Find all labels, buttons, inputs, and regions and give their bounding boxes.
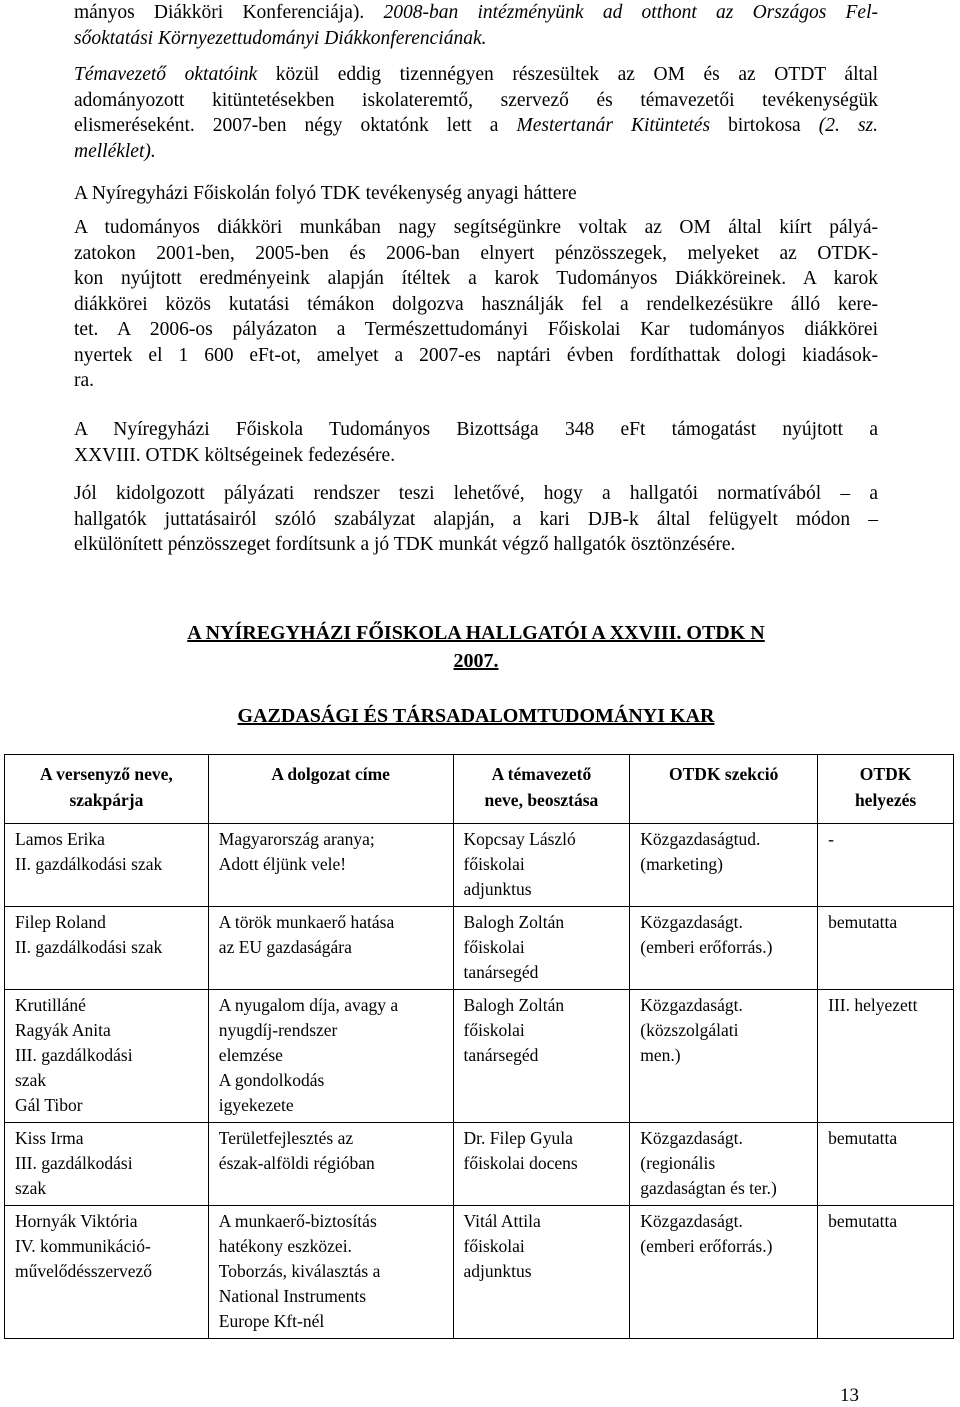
cell-placement: bemutatta (818, 1123, 954, 1206)
cell-title: Magyarország aranya; Adott éljünk vele! (208, 824, 453, 907)
header-title: A dolgozat címe (208, 755, 453, 824)
cell-section: Közgazdaságt. (emberi erőforrás.) (630, 907, 818, 990)
table-row (5, 990, 954, 1123)
supervisors-line-2: adományozott kitüntetésekben iskolateremtő, szervező és témavezetői tevékenységük (74, 89, 878, 111)
intro-line-1: mányos Diákköri Konferenciája). 2008-ban intézményünk ad otthont az Országos Fel- (74, 2, 878, 23)
cell-student: Kiss Irma III. gazdálkodási szak (5, 1123, 209, 1206)
header-placement: OTDK helyezés (818, 755, 954, 824)
cell-student: Krutilláné Ragyák Anita III. gazdálkodási szak Gál Tibor (5, 990, 209, 1123)
table-row (5, 1206, 954, 1339)
table-row (5, 907, 954, 990)
cell-placement: - (818, 824, 954, 907)
cell-supervisor: Balogh Zoltán főiskolai tanársegéd (453, 990, 630, 1123)
funding-heading: A Nyíregyházi Főiskolán folyó TDK tevékenység anyagi háttere (74, 183, 577, 204)
funding-paragraph-1: A tudományos diákköri munkában nagy segítségünkre voltak az OM által kiírt pályá- zatokon 2001-ben, 2005-ben és 2006-ban elnyert pénzösszegek, melyeket az OTDK- kon nyújtott eredményeink alapján ítéltek a karok Tudományos Diákköreinek. A karok diákkörei közös kutatási témákon dolgozva használják fel a rendelkezésükre álló kere- tet. A 2006-os pályázaton a Természettudományi Főiskolai Kar tudományos diákkörei nyertek el 1 600 eFt-ot, amelyet a 2007-es naptári évben fordíthattak dologi kiadások- ra. (74, 217, 878, 391)
faculty-title: GAZDASÁGI ÉS TÁRSADALOMTUDOMÁNYI KAR (237, 705, 715, 727)
cell-title: A török munkaerő hatása az EU gazdaságára (208, 907, 453, 990)
page-number: 13 (840, 1385, 859, 1406)
cell-section: Közgazdaságtud. (marketing) (630, 824, 818, 907)
cell-section: Közgazdaságt. (emberi erőforrás.) (630, 1206, 818, 1339)
cell-placement: bemutatta (818, 1206, 954, 1339)
intro-line-2: sőoktatási Környezettudományi Diákkonferenciának. (74, 27, 487, 49)
cell-student: Filep Roland II. gazdálkodási szak (5, 907, 209, 990)
supervisors-line-4: melléklet). (74, 140, 156, 162)
cell-title: Területfejlesztés az észak-alföldi régióban (208, 1123, 453, 1206)
table-row (5, 1123, 954, 1206)
supervisors-line-3: elismeréseként. 2007-ben négy oktatónk lett a Mestertanár Kitüntetés birtokosa (2. sz. (74, 115, 879, 136)
header-student: A versenyző neve, szakpárja (5, 755, 209, 824)
cell-title: A nyugalom díja, avagy a nyugdíj-rendszer elemzése A gondolkodás igyekezete (208, 990, 453, 1123)
funding-paragraph-3: Jól kidolgozott pályázati rendszer teszi lehetővé, hogy a hallgatói normatívából – a hallgatók juttatásairól szóló szabályzat alapján, a kari DJB-k által felügyelt módon – elkülönített pénzösszeget fordítsunk a jó TDK munkát végző hallgatók ösztönzésére. (74, 483, 878, 555)
cell-supervisor: Vitál Attila főiskolai adjunktus (453, 1206, 630, 1339)
header-section: OTDK szekció (630, 755, 818, 824)
table-row (5, 824, 954, 907)
cell-placement: III. helyezett (818, 990, 954, 1123)
supervisors-line-1: Témavezető oktatóink közül eddig tizennégyen részesültek az OM és az OTDT által (74, 64, 878, 85)
cell-student: Lamos Erika II. gazdálkodási szak (5, 824, 209, 907)
supervisors-paragraph (74, 62, 878, 164)
cell-supervisor: Dr. Filep Gyula főiskolai docens (453, 1123, 630, 1206)
cell-section: Közgazdaságt. (közszolgálati men.) (630, 990, 818, 1123)
section-title: A NYÍREGYHÁZI FŐISKOLA HALLGATÓI A XXVIII. OTDK N 2007. (187, 622, 765, 672)
competitors-table (4, 754, 954, 1339)
cell-placement: bemutatta (818, 907, 954, 990)
header-supervisor: A témavezető neve, beosztása (453, 755, 630, 824)
funding-paragraph-2: A Nyíregyházi Főiskola Tudományos Bizottsága 348 eFt támogatást nyújtott a XXVIII. OTDK költségeinek fedezésére. (74, 419, 878, 466)
cell-supervisor: Kopcsay László főiskolai adjunktus (453, 824, 630, 907)
cell-title: A munkaerő-biztosítás hatékony eszközei. Toborzás, kiválasztás a National Instruments Europe Kft-nél (208, 1206, 453, 1339)
cell-supervisor: Balogh Zoltán főiskolai tanársegéd (453, 907, 630, 990)
cell-student: Hornyák Viktória IV. kommunikáció- művelődésszervező (5, 1206, 209, 1339)
intro-paragraph (74, 0, 878, 51)
table-header-row (5, 755, 954, 824)
cell-section: Közgazdaságt. (regionális gazdaságtan és ter.) (630, 1123, 818, 1206)
